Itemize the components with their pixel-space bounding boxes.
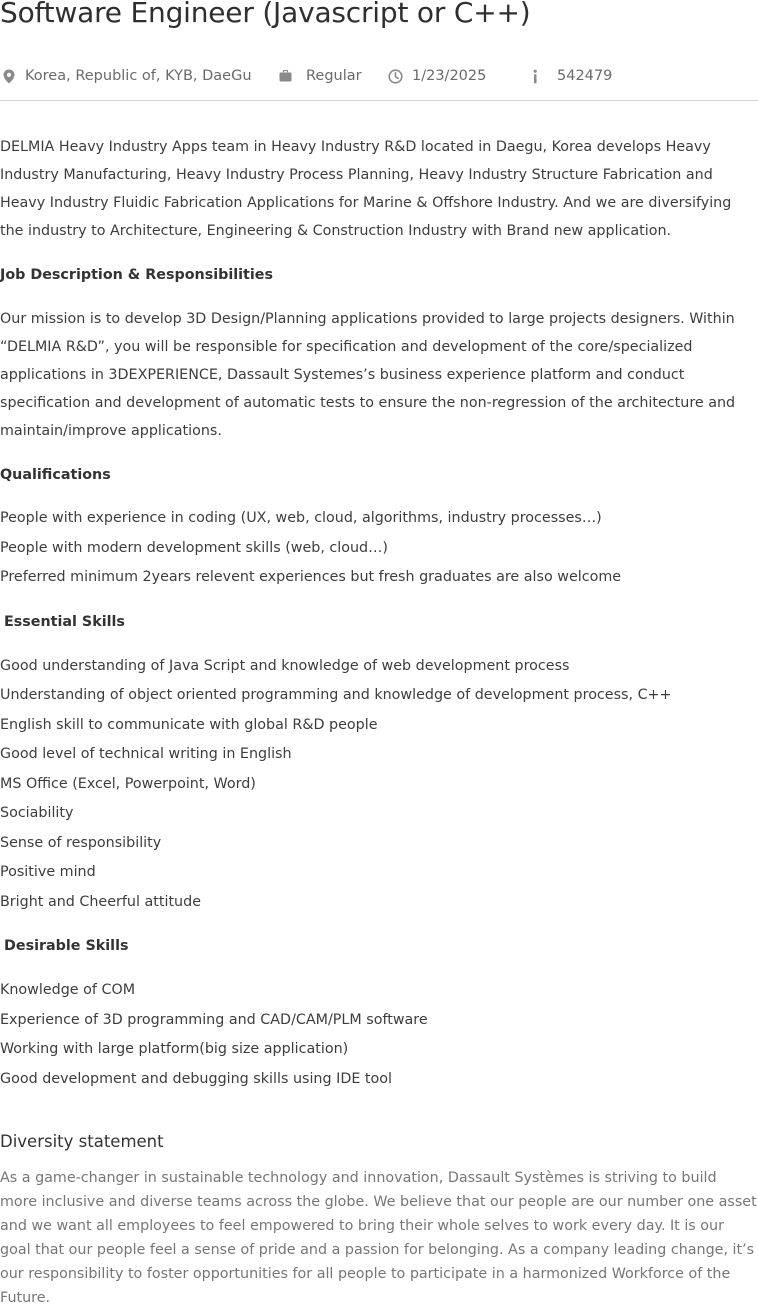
list-item: People with modern development skills (web, cloud…)	[0, 539, 389, 556]
responsibilities-paragraph: Our mission is to develop 3D Design/Planning applications provided to large projects designers. Within “DELMIA R&D”, you will be responsible for specification and development of the core/specialized applications in 3DEXPERIENCE, Dassault Systemes’s business experience platform and conduct specification and development of automatic tests to ensure the non-regression of the architecture and maintain/improve applications.	[0, 311, 736, 439]
job-location	[1, 64, 252, 88]
desirable-skills-heading: Desirable Skills	[4, 938, 129, 954]
desirable-skills-list	[0, 976, 758, 1094]
intro-paragraph: DELMIA Heavy Industry Apps team in Heavy Industry R&D located in Daegu, Korea develops Heavy Industry Manufacturing, Heavy Industry Process Planning, Heavy Industry Structure Fabrication and Heavy Industry Fluidic Fabrication Applications for Marine & Offshore Industry. And we are diversifying the industry to Architecture, Engineering & Construction Industry with Brand new application.	[0, 139, 732, 239]
job-location-text: Korea, Republic of, KYB, DaeGu	[25, 68, 252, 84]
list-item: English skill to communicate with global R&D people	[0, 716, 378, 733]
job-meta-row	[0, 64, 758, 88]
job-date	[387, 64, 486, 88]
list-item: Preferred minimum 2years relevent experiences but fresh graduates are also welcome	[0, 569, 622, 585]
job-id-text: 542479	[557, 68, 613, 84]
map-pin-icon	[1, 68, 17, 84]
clock-icon	[387, 68, 403, 84]
list-item: People with experience in coding (UX, web, cloud, algorithms, industry processes…)	[0, 510, 602, 526]
list-item: Good understanding of Java Script and knowledge of web development process	[0, 657, 570, 674]
job-date-text: 1/23/2025	[412, 68, 487, 84]
briefcase-icon	[277, 68, 293, 84]
list-item: MS Office (Excel, Powerpoint, Word)	[0, 775, 256, 792]
header-divider	[0, 100, 758, 101]
job-type	[277, 64, 362, 88]
list-item: Positive mind	[0, 864, 96, 880]
responsibilities-heading: Job Description & Responsibilities	[0, 267, 273, 283]
list-item: Knowledge of COM	[0, 982, 136, 998]
essential-skills-heading: Essential Skills	[4, 613, 125, 630]
list-item: Experience of 3D programming and CAD/CAM/PLM software	[0, 1011, 428, 1028]
list-item: Working with large platform(big size application)	[0, 1041, 349, 1057]
list-item: Understanding of object oriented programming and knowledge of development process, C++	[0, 687, 672, 703]
info-icon	[527, 68, 543, 84]
job-title: Software Engineer (Javascript or C++)	[0, 0, 531, 29]
qualifications-heading: Qualifications	[0, 467, 111, 483]
list-item: Good level of technical writing in English	[0, 746, 292, 762]
job-description	[0, 133, 758, 1310]
qualifications-list	[0, 504, 758, 593]
job-id	[527, 64, 612, 88]
job-type-text: Regular	[306, 68, 362, 84]
list-item: Bright and Cheerful attitude	[0, 893, 201, 910]
list-item: Good development and debugging skills using IDE tool	[0, 1070, 392, 1087]
diversity-heading: Diversity statement	[0, 1132, 164, 1151]
list-item: Sociability	[0, 805, 74, 821]
diversity-paragraph: As a game-changer in sustainable technology and innovation, Dassault Systèmes is striving to build more inclusive and diverse teams across the globe. We believe that our people are our number one asset and we want all employees to feel empowered to bring their whole selves to work every day. It is our goal that our people feel a sense of pride and a passion for belonging. As a company leading change, it’s our responsibility to foster opportunities for all people to participate in a harmonized Workforce of the Future.	[0, 1170, 757, 1306]
list-item: Sense of responsibility	[0, 834, 162, 851]
essential-skills-list	[0, 652, 758, 918]
